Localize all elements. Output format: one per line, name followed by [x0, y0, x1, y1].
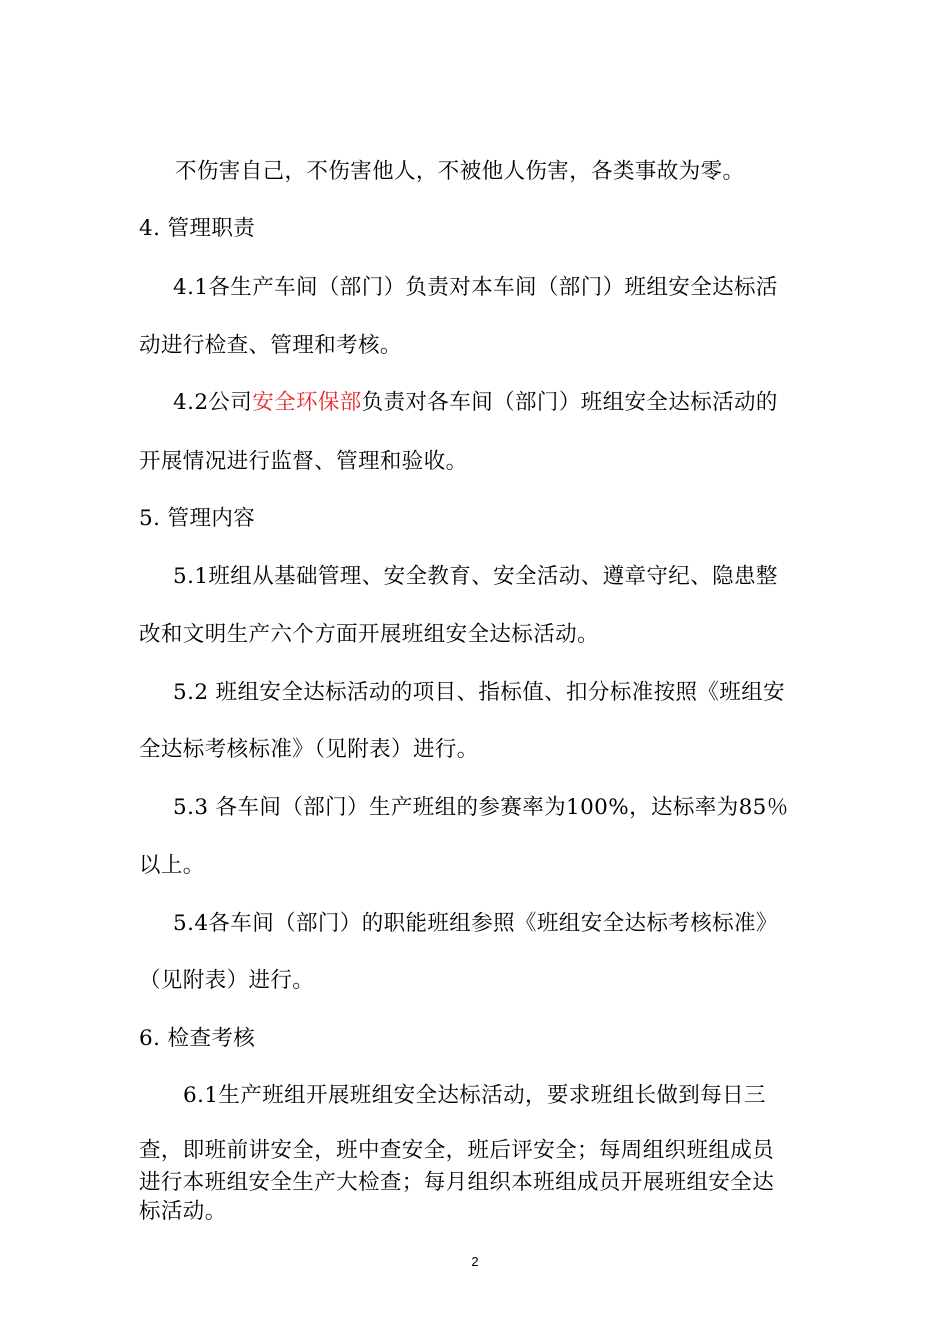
- paragraph-line: 全达标考核标准》（见附表）进行。: [139, 737, 479, 762]
- paragraph-line: 5.4各车间（部门）的职能班组参照《班组安全达标考核标准》: [173, 911, 778, 936]
- section-heading: 5. 管理内容: [139, 506, 256, 531]
- paragraph-line: 以上。: [139, 853, 205, 878]
- paragraph-line: 不伤害自己，不伤害他人，不被他人伤害，各类事故为零。: [175, 159, 745, 184]
- paragraph-line: 6.1生产班组开展班组安全达标活动，要求班组长做到每日三: [183, 1083, 766, 1108]
- paragraph-line: 5.2 班组安全达标活动的项目、指标值、扣分标准按照《班组安: [173, 680, 786, 705]
- paragraph-line: 进行本班组安全生产大检查；每月组织本班组成员开展班组安全达: [139, 1170, 775, 1195]
- paragraph-line: 标活动。: [139, 1199, 227, 1224]
- paragraph-line: 5.3 各车间（部门）生产班组的参赛率为100%，达标率为85％: [173, 795, 789, 820]
- paragraph-line: 查，即班前讲安全，班中查安全，班后评安全；每周组织班组成员: [139, 1138, 775, 1163]
- paragraph-line: 改和文明生产六个方面开展班组安全达标活动。: [139, 622, 599, 647]
- page-number: 2: [471, 1254, 479, 1269]
- section-heading: 4. 管理职责: [139, 216, 256, 241]
- line-text: 4.2公司: [173, 390, 253, 415]
- line-text: 负责对各车间（部门）班组安全达标活动的: [361, 390, 778, 415]
- highlighted-department: 安全环保部: [252, 390, 362, 415]
- section-heading: 6. 检查考核: [139, 1026, 256, 1051]
- paragraph-line: 5.1班组从基础管理、安全教育、安全活动、遵章守纪、隐患整: [173, 564, 778, 589]
- paragraph-line: 开展情况进行监督、管理和验收。: [139, 449, 468, 474]
- paragraph-line: 动进行检查、管理和考核。: [139, 333, 402, 358]
- paragraph-line: （见附表）进行。: [139, 968, 315, 993]
- paragraph-line: [173, 388, 778, 418]
- paragraph-line: 4.1各生产车间（部门）负责对本车间（部门）班组安全达标活: [173, 275, 778, 300]
